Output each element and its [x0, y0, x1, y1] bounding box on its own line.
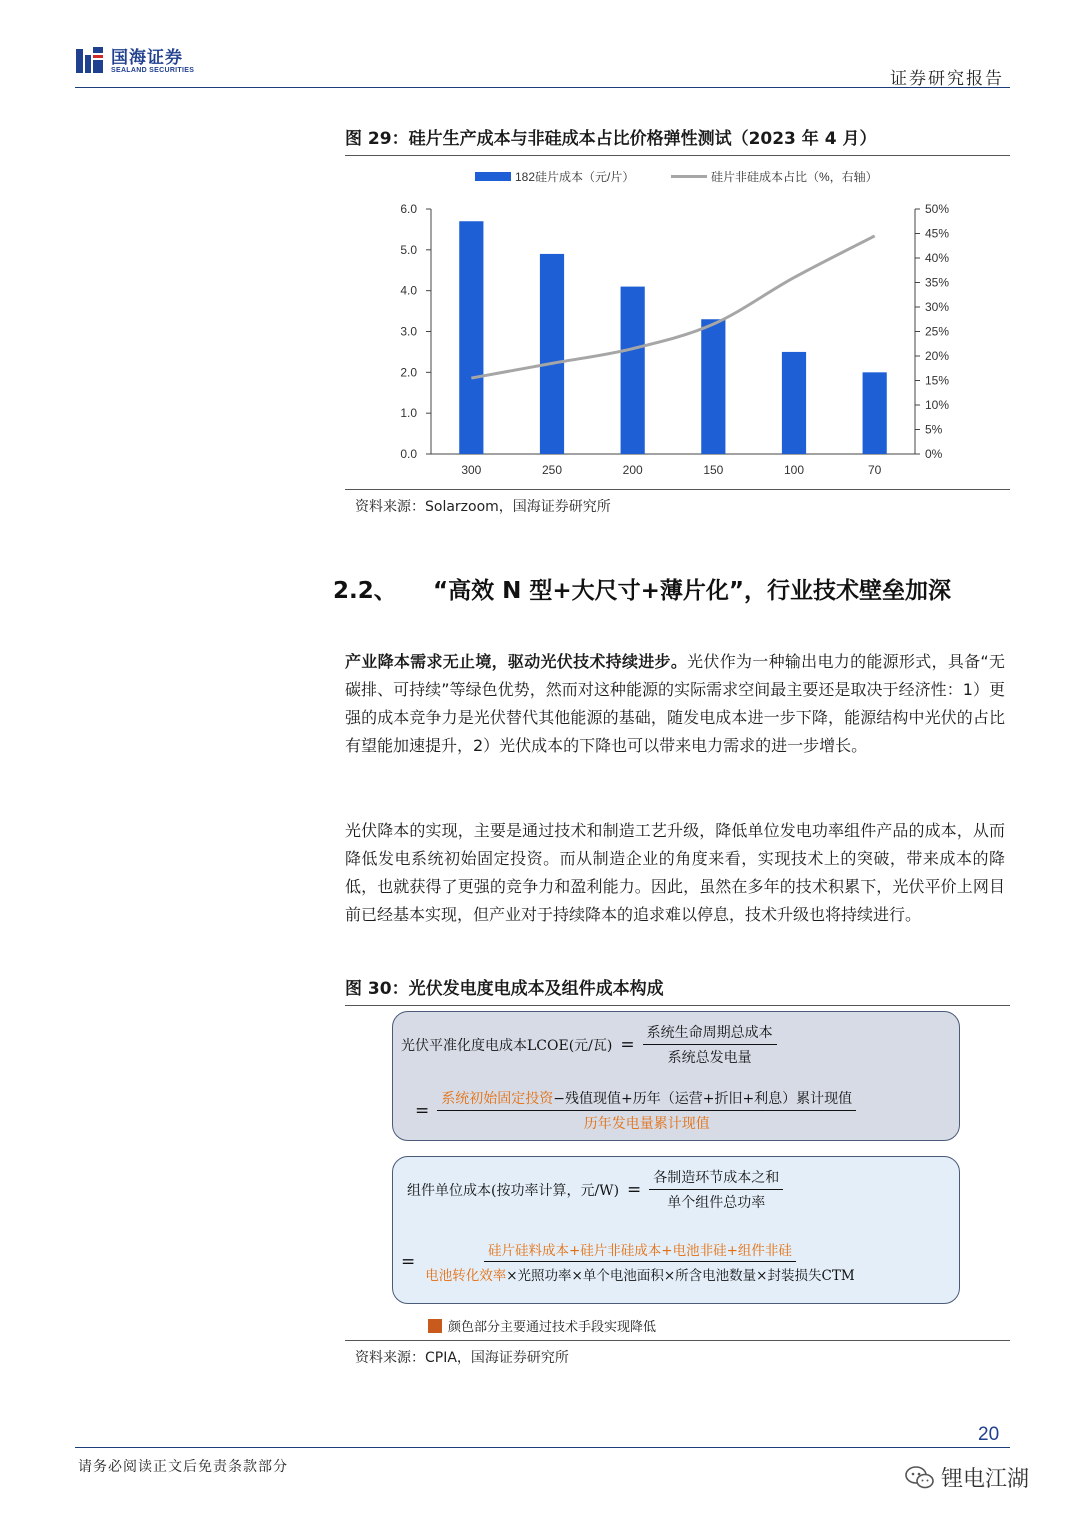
equals-sign: =: [620, 1034, 635, 1055]
equals-sign: =: [627, 1179, 642, 1200]
figure-29-title: 图 29：硅片生产成本与非硅成本占比价格弹性测试（2023 年 4 月）: [345, 124, 1010, 156]
y-right-tick-label: 40%: [925, 251, 950, 265]
color-legend-text: 颜色部分主要通过技术手段实现降低: [448, 1320, 657, 1335]
lcoe-formula-row-1: [401, 1022, 777, 1067]
lcoe-formula-row-2: [407, 1088, 856, 1133]
lcoe-expanded-fraction: [437, 1088, 856, 1133]
y-right-tick-label: 45%: [925, 226, 950, 241]
page-header: [75, 40, 1010, 88]
equals-sign: =: [401, 1251, 416, 1272]
y-right-tick-label: 30%: [925, 300, 950, 314]
company-logo: [75, 46, 194, 76]
logo-en-text: SEALAND SECURITIES: [111, 66, 195, 74]
module-numerator: 各制造环节成本之和: [649, 1167, 783, 1190]
bar-250: [540, 254, 564, 454]
figure-29-source: 资料来源：Solarzoom，国海证券研究所: [355, 499, 611, 515]
bar-300: [459, 221, 483, 454]
section-heading: [333, 572, 1013, 605]
figure-29-bottom-rule: [345, 489, 1010, 490]
paragraph-2: [345, 817, 1005, 929]
y-right-tick-label: 15%: [925, 373, 950, 388]
lcoe-expanded-numerator: [437, 1088, 856, 1111]
module-denominator: 单个组件总功率: [667, 1195, 766, 1211]
cell-efficiency-term: 电池转化效率: [425, 1268, 507, 1284]
legend-bar-label: 182硅片成本（元/片）: [515, 170, 635, 184]
paragraph-2-body: 光伏降本的实现，主要是通过技术和制造工艺升级，降低单位发电功率组件产品的成本，从而降低发电系统初始固定投资。而从制造企业的角度来看，实现技术上的突破，带来成本的降低，也就获得了更强的竞争力和盈利能力。因此，虽然在多年的技术积累下，光伏平价上网目前已经基本实现，但产业对于持续降本的追求难以停息，技术升级也将持续进行。: [345, 821, 1005, 924]
figure-30-title: 图 30：光伏发电度电成本及组件成本构成: [345, 974, 1010, 1006]
y-left-tick-label: 1.0: [400, 406, 417, 421]
y-right-tick-label: 10%: [925, 398, 950, 412]
y-right-tick-label: 0%: [925, 447, 943, 461]
watermark: [905, 1462, 1029, 1493]
module-expanded-denominator-rest: ×光照功率×单个电池面积×所含电池数量×封装损失CTM: [506, 1268, 855, 1284]
series-line-non-silicon-share: [471, 236, 874, 378]
equals-sign: =: [415, 1100, 430, 1121]
module-cost-label: 组件单位成本(按功率计算，元/W): [407, 1182, 620, 1199]
module-expanded-numerator: 硅片硅料成本+硅片非硅成本+电池非硅+组件非硅: [484, 1239, 796, 1262]
watermark-text: 锂电江湖: [941, 1467, 1030, 1492]
footer-rule: [75, 1447, 1010, 1448]
module-formula-row-1: [407, 1167, 783, 1212]
section-number: 2.2、: [333, 578, 397, 604]
module-fraction: [649, 1167, 783, 1212]
module-formula-row-2: [397, 1239, 859, 1284]
legend-line-label: 硅片非硅成本占比（%，右轴）: [711, 170, 878, 184]
lcoe-numerator: 系统生命周期总成本: [643, 1022, 777, 1045]
y-left-tick-label: 3.0: [400, 324, 417, 339]
x-tick-label: 70: [867, 463, 882, 477]
logo-cn-text: 国海证券: [111, 47, 183, 68]
lcoe-expanded-numerator-rest: −残值现值+历年（运营+折旧+利息）累计现值: [553, 1091, 853, 1107]
paragraph-1-body: 光伏作为一种输出电力的能源形式，具备“无碳排、可持续”等绿色优势，然而对这种能源的实际需求空间最主要还是取决于经济性：1）更强的成本竞争力是光伏替代其他能源的基础，随发电成本进一步下降，能源结构中光伏的占比有望能加速提升，2）光伏成本的下降也可以带来电力需求的进一步增长。: [345, 652, 1005, 755]
y-right-tick-label: 35%: [925, 275, 950, 290]
bar-150: [701, 319, 725, 454]
x-tick-label: 200: [622, 463, 643, 477]
x-tick-label: 100: [783, 463, 805, 477]
lcoe-label: 光伏平准化度电成本LCOE(元/瓦): [401, 1037, 613, 1054]
y-right-tick-label: 25%: [925, 324, 950, 339]
bar-100: [782, 352, 806, 454]
x-tick-label: 150: [703, 463, 724, 477]
figure-30-source: 资料来源：CPIA，国海证券研究所: [355, 1350, 569, 1366]
legend-bar-swatch: [475, 172, 511, 181]
paragraph-1-lead: 产业降本需求无止境，驱动光伏技术持续进步。: [345, 652, 688, 671]
bar-200: [621, 287, 645, 454]
bar-70: [863, 372, 887, 454]
y-left-tick-label: 6.0: [400, 202, 417, 216]
y-left-tick-label: 4.0: [400, 283, 417, 298]
report-type: 证券研究报告: [890, 69, 1004, 89]
page-number: 20: [978, 1424, 1000, 1445]
y-left-tick-label: 2.0: [400, 365, 417, 380]
color-legend-note: [428, 1316, 656, 1335]
x-tick-label: 250: [541, 463, 563, 477]
module-expanded-fraction: [421, 1239, 858, 1284]
initial-investment-term: 系统初始固定投资: [441, 1091, 554, 1107]
wechat-icon: [905, 1465, 935, 1491]
y-left-tick-label: 5.0: [400, 242, 417, 257]
figure-30-bottom-rule: [345, 1340, 1010, 1341]
y-right-tick-label: 20%: [925, 349, 950, 363]
y-left-tick-label: 0.0: [400, 447, 417, 461]
lcoe-formula-box: [392, 1011, 960, 1141]
module-cost-formula-box: [392, 1156, 960, 1304]
footer-disclaimer: 请务必阅读正文后免责条款部分: [78, 1459, 288, 1475]
module-expanded-denominator: [421, 1262, 858, 1284]
lcoe-denominator: 系统总发电量: [667, 1050, 752, 1066]
section-title-text: “高效 N 型+大尺寸+薄片化”，行业技术壁垒加深: [433, 578, 952, 604]
x-tick-label: 300: [461, 463, 482, 477]
paragraph-1: [345, 648, 1005, 760]
figure-29-chart: [345, 158, 1010, 488]
lcoe-expanded-denominator: 历年发电量累计现值: [583, 1116, 710, 1132]
y-right-tick-label: 5%: [925, 422, 943, 437]
y-right-tick-label: 50%: [925, 202, 950, 216]
sealand-logo-icon: [75, 46, 105, 76]
orange-legend-swatch: [428, 1319, 442, 1333]
lcoe-fraction: [643, 1022, 777, 1067]
